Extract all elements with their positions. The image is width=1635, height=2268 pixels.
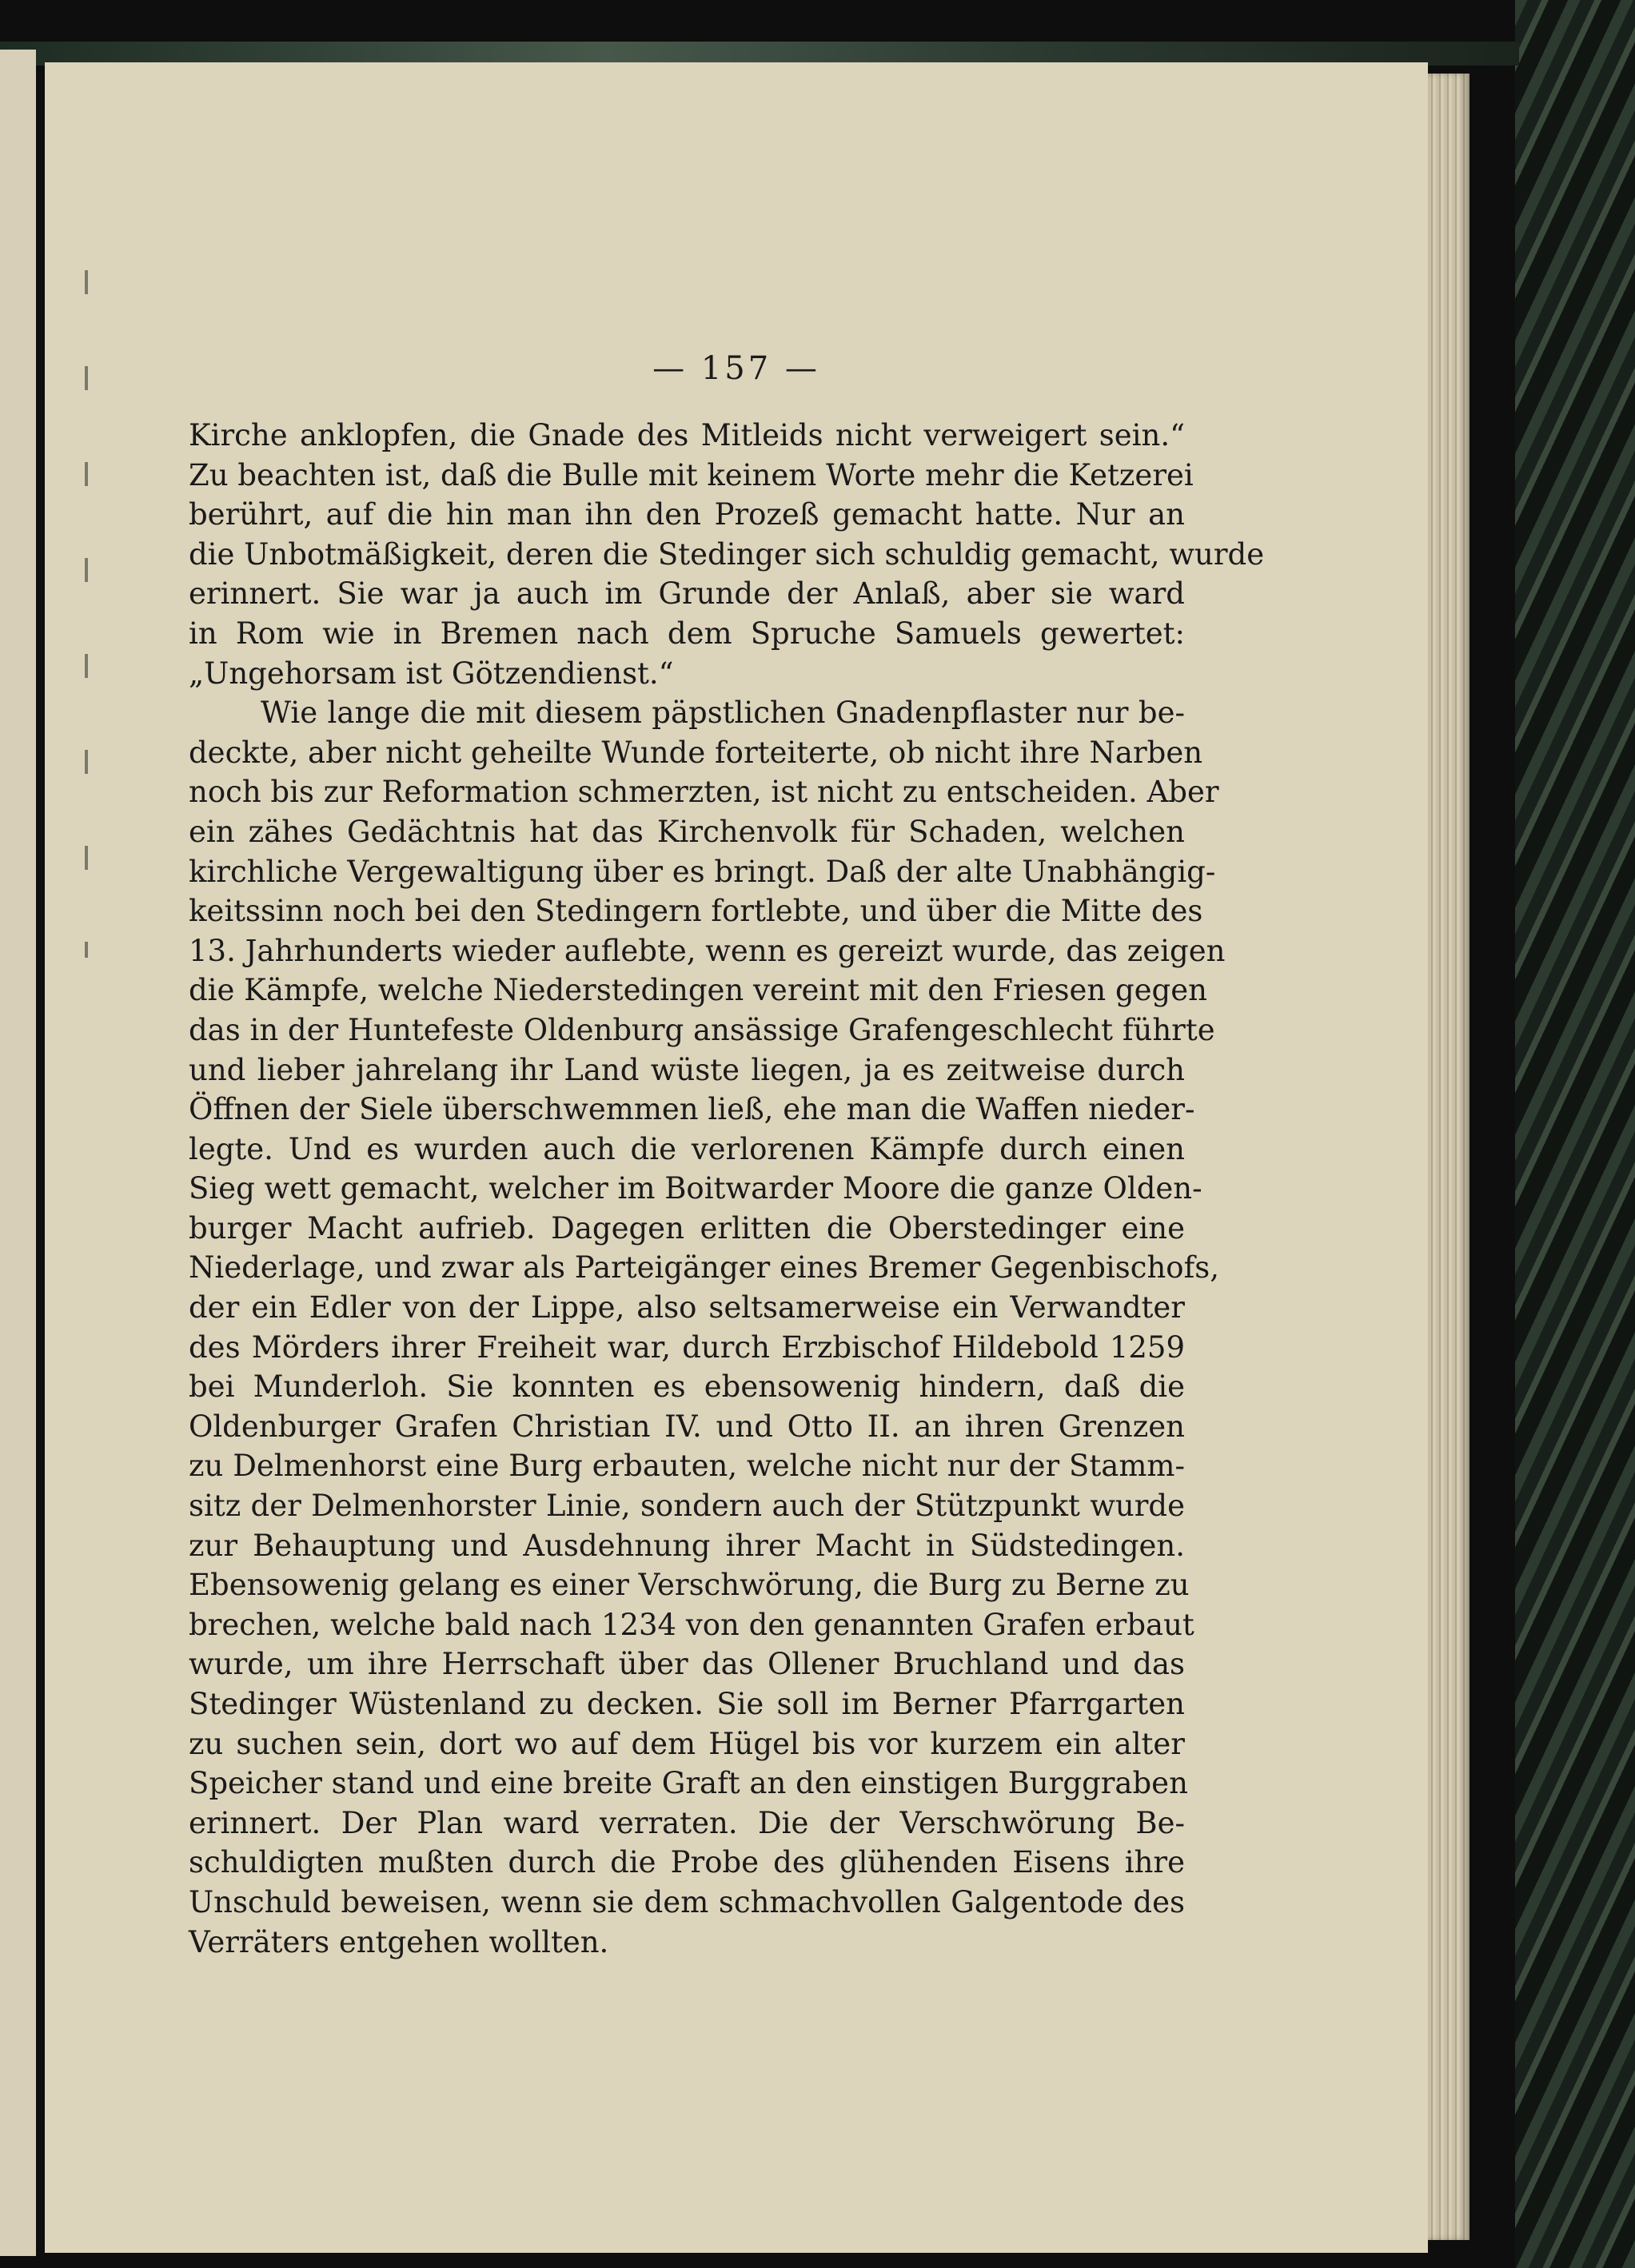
book-cover-marbled-edge [1515, 0, 1635, 2268]
text-line: zur Behauptung und Ausdehnung ihrer Macht in Südstedingen. [189, 1528, 1185, 1563]
text-line: schuldigten mußten durch die Probe des glühenden Eisens ihre [189, 1845, 1185, 1880]
text-line: Speicher stand und eine breite Graft an den einstigen Burggraben [189, 1766, 1188, 1801]
body-text [189, 416, 1265, 1962]
text-line: Sieg wett gemacht, welcher im Boitwarder Moore die ganze Olden- [189, 1171, 1202, 1206]
text-line: burger Macht aufrieb. Dagegen erlitten die Oberstedinger eine [189, 1210, 1185, 1246]
text-line: die Unbotmäßigkeit, deren die Stedinger sich schuldig gemacht, wurde [189, 536, 1265, 572]
text-line: Öffnen der Siele überschwemmen ließ, ehe man die Waffen nieder- [189, 1092, 1195, 1127]
text-line: des Mörders ihrer Freiheit war, durch Erzbischof Hildebold 1259 [189, 1329, 1185, 1365]
text-line: kirchliche Vergewaltigung über es bringt. Daß der alte Unabhängig- [189, 854, 1216, 889]
text-line: erinnert. Der Plan ward verraten. Die der Verschwörung Be- [189, 1805, 1185, 1840]
text-line: in Rom wie in Bremen nach dem Spruche Samuels gewertet: [189, 616, 1185, 651]
text-line: Ebensowenig gelang es einer Verschwörung, die Burg zu Berne zu [189, 1568, 1190, 1603]
text-line: noch bis zur Reformation schmerzten, ist nicht zu entscheiden. Aber [189, 775, 1219, 810]
text-line: Unschuld beweisen, wenn sie dem schmachvollen Galgentode des [189, 1884, 1185, 1919]
facing-page-edge [0, 50, 36, 2256]
book-page [45, 62, 1428, 2253]
text-line: der ein Edler von der Lippe, also seltsamerweise ein Verwandter [189, 1290, 1185, 1325]
text-line: Niederlage, und zwar als Parteigänger eines Bremer Gegenbischofs, [189, 1250, 1220, 1285]
text-line: Oldenburger Grafen Christian IV. und Otto II. an ihren Grenzen [189, 1409, 1185, 1444]
text-line: Zu beachten ist, daß die Bulle mit keinem Worte mehr die Ketzerei [189, 457, 1194, 492]
text-line: sitz der Delmenhorster Linie, sondern auch der Stützpunkt wurde [189, 1489, 1185, 1524]
text-line: ein zähes Gedächtnis hat das Kirchenvolk für Schaden, welchen [189, 814, 1185, 849]
text-line: Kirche anklopfen, die Gnade des Mitleids nicht verweigert sein.“ [189, 418, 1185, 452]
text-line: das in der Huntefeste Oldenburg ansässige Grafengeschlecht führte [189, 1012, 1215, 1047]
text-line: brechen, welche bald nach 1234 von den genannten Grafen erbaut [189, 1607, 1194, 1642]
text-line: Stedinger Wüstenland zu decken. Sie soll im Berner Pfarrgarten [189, 1687, 1185, 1721]
text-line: zu Delmenhorst eine Burg erbauten, welche nicht nur der Stamm- [189, 1449, 1185, 1484]
text-line: berührt, auf die hin man ihn den Prozeß gemacht hatte. Nur an [189, 497, 1185, 532]
text-line: zu suchen sein, dort wo auf dem Hügel bis vor kurzem ein alter [189, 1726, 1185, 1761]
text-line: „Ungehorsam ist Götzendienst.“ [189, 656, 674, 691]
text-line: keitssinn noch bei den Stedingern fortlebte, und über die Mitte des [189, 894, 1203, 929]
page-number: — 157 — [652, 350, 820, 387]
text-line: erinnert. Sie war ja auch im Grunde der Anlaß, aber sie ward [189, 576, 1185, 612]
text-line: deckte, aber nicht geheilte Wunde forteiterte, ob nicht ihre Narben [189, 735, 1203, 770]
text-line: Wie lange die mit diesem päpstlichen Gnadenpflaster nur be- [261, 696, 1185, 731]
text-line: 13. Jahrhunderts wieder auflebte, wenn es gereizt wurde, das zeigen [189, 933, 1226, 968]
text-line: Verräters entgehen wollten. [189, 1924, 609, 1959]
text-line: bei Munderloh. Sie konnten es ebensowenig hindern, daß die [189, 1369, 1185, 1405]
page-stack-edges [1428, 74, 1470, 2240]
text-line: und lieber jahrelang ihr Land wüste liegen, ja es zeitweise durch [189, 1052, 1185, 1087]
text-line: legte. Und es wurden auch die verlorenen Kämpfe durch einen [189, 1131, 1185, 1166]
text-line: wurde, um ihre Herrschaft über das Ollener Bruchland und das [189, 1647, 1185, 1682]
text-line: die Kämpfe, welche Niederstedingen vereint mit den Friesen gegen [189, 973, 1207, 1008]
